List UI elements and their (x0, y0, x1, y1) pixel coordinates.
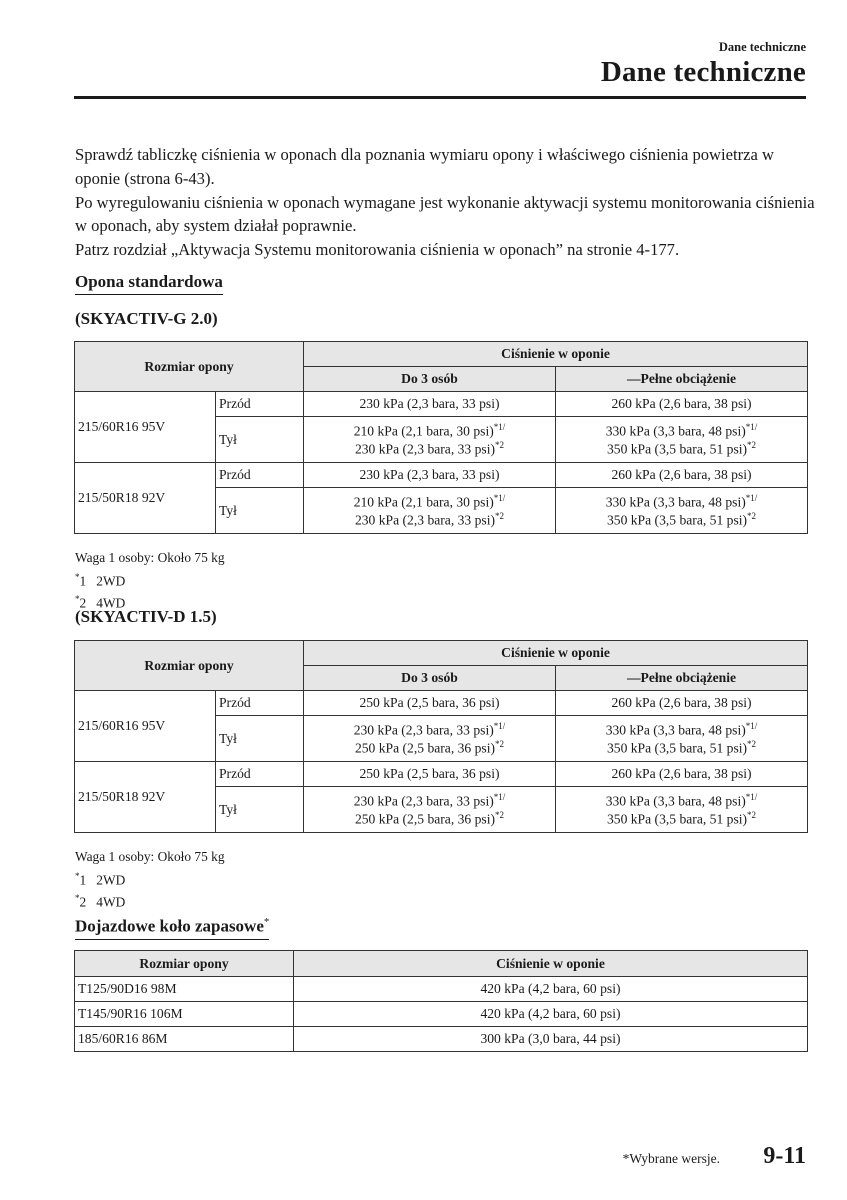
pressure-cell (304, 417, 556, 463)
tire-size-cell: T125/90D16 98M (75, 977, 294, 1002)
pressure-cell: 230 kPa (2,3 bara, 33 psi) (304, 463, 556, 488)
pressure-value: 350 kPa (3,5 bara, 51 psi) (606, 441, 748, 457)
note-text: 4WD (96, 595, 126, 611)
table-notes-d15 (75, 848, 225, 912)
pressure-cell (556, 488, 808, 534)
pressure-cell (304, 787, 556, 833)
axle-cell: Tył (216, 417, 304, 463)
pressure-value: 250 kPa (2,5 bara, 36 psi) (354, 740, 496, 756)
table-row (75, 762, 808, 787)
footnote-mark: *1/ (745, 492, 758, 503)
note-weight: Waga 1 osoby: Około 75 kg (75, 550, 225, 565)
footnote-star: * (75, 594, 80, 605)
col-header-size: Rozmiar opony (75, 951, 294, 977)
footnote-mark: *2 (495, 439, 505, 450)
pressure-cell: 250 kPa (2,5 bara, 36 psi) (304, 691, 556, 716)
table-row (75, 691, 808, 716)
col-header-size: Rozmiar opony (75, 342, 304, 392)
axle-cell: Przód (216, 392, 304, 417)
pressure-value: 210 kPa (2,1 bara, 30 psi) (353, 494, 494, 510)
pressure-value: 350 kPa (3,5 bara, 51 psi) (606, 740, 748, 756)
subheading-skyactiv-g: (SKYACTIV-G 2.0) (75, 309, 218, 328)
note-number: 2 (79, 595, 87, 611)
note-1 (75, 568, 225, 591)
pressure-value: 330 kPa (3,3 bara, 48 psi) (605, 494, 746, 510)
pressure-table-g20 (74, 341, 808, 534)
pressure-value: 330 kPa (3,3 bara, 48 psi) (605, 722, 746, 738)
dash: — (626, 371, 641, 386)
col-header-full-load (556, 367, 808, 392)
pressure-cell: 420 kPa (4,2 bara, 60 psi) (294, 1002, 808, 1027)
section-heading-standard: Opona standardowa (75, 272, 223, 295)
page-number: 9-11 (763, 1143, 806, 1169)
pressure-cell (304, 488, 556, 534)
pressure-cell: 260 kPa (2,6 bara, 38 psi) (556, 392, 808, 417)
footnote-mark: *1/ (745, 421, 758, 432)
dash: — (626, 670, 641, 685)
tire-size-cell: 215/50R18 92V (75, 762, 216, 833)
intro-paragraph: Sprawdź tabliczkę ciśnienia w oponach dla poznania wymiaru opony i właściwego ciśnienia powietrza w oponie (strona 6-43). (75, 145, 775, 188)
footer-note: *Wybrane wersje. (622, 1151, 720, 1166)
footnote-star: * (75, 870, 80, 881)
pressure-value: 210 kPa (2,1 bara, 30 psi) (353, 423, 494, 439)
table-notes-g20 (75, 549, 225, 613)
note-number: 1 (79, 871, 87, 887)
footnote-mark: *2 (495, 809, 505, 820)
col-header-full-load (556, 666, 808, 691)
pressure-cell: 260 kPa (2,6 bara, 38 psi) (556, 691, 808, 716)
header-rule (74, 96, 806, 99)
footnote-mark: *2 (495, 510, 505, 521)
pressure-value: 230 kPa (2,3 bara, 33 psi) (353, 793, 494, 809)
note-number: 1 (79, 572, 87, 588)
pressure-cell: 420 kPa (4,2 bara, 60 psi) (294, 977, 808, 1002)
footnote-mark: *1/ (493, 492, 506, 503)
col-header-pressure: Ciśnienie w oponie (304, 342, 808, 367)
footnote-mark: *1/ (493, 421, 506, 432)
pressure-cell: 260 kPa (2,6 bara, 38 psi) (556, 762, 808, 787)
axle-cell: Tył (216, 488, 304, 534)
full-load-label: Pełne obciążenie (640, 670, 737, 685)
footnote-mark: *1/ (493, 791, 506, 802)
table-row (75, 1002, 808, 1027)
col-header-pressure: Ciśnienie w oponie (294, 951, 808, 977)
full-load-label: Pełne obciążenie (640, 371, 737, 386)
tire-size-cell: T145/90R16 106M (75, 1002, 294, 1027)
pressure-cell (304, 716, 556, 762)
pressure-value: 330 kPa (3,3 bara, 48 psi) (605, 423, 746, 439)
pressure-cell: 250 kPa (2,5 bara, 36 psi) (304, 762, 556, 787)
pressure-value: 350 kPa (3,5 bara, 51 psi) (606, 512, 748, 528)
footnote-mark: *2 (747, 809, 757, 820)
section-heading-spare (75, 916, 269, 940)
footnote-mark: *1/ (493, 720, 506, 731)
pressure-cell: 230 kPa (2,3 bara, 33 psi) (304, 392, 556, 417)
footnote-mark: *2 (747, 439, 757, 450)
pressure-cell (556, 417, 808, 463)
footnote-star: * (75, 893, 80, 904)
axle-cell: Przód (216, 691, 304, 716)
table-row (75, 463, 808, 488)
pressure-cell: 300 kPa (3,0 bara, 44 psi) (294, 1027, 808, 1052)
subheading-skyactiv-d: (SKYACTIV-D 1.5) (75, 607, 217, 626)
pressure-value: 230 kPa (2,3 bara, 33 psi) (354, 441, 496, 457)
running-header: Dane techniczne (718, 40, 806, 54)
note-weight: Waga 1 osoby: Około 75 kg (75, 849, 225, 864)
note-text: 2WD (96, 572, 126, 588)
pressure-value: 230 kPa (2,3 bara, 33 psi) (353, 722, 494, 738)
axle-cell: Przód (216, 762, 304, 787)
pressure-value: 350 kPa (3,5 bara, 51 psi) (606, 811, 748, 827)
spare-tire-table (74, 950, 808, 1052)
spare-heading-text: Dojazdowe koło zapasowe (75, 916, 264, 936)
col-header-size: Rozmiar opony (75, 641, 304, 691)
pressure-cell (556, 787, 808, 833)
col-header-up-to-3: Do 3 osób (304, 666, 556, 691)
footnote-mark: *1/ (745, 791, 758, 802)
note-number: 2 (79, 894, 87, 910)
tire-size-cell: 215/60R16 95V (75, 691, 216, 762)
footnote-mark: *2 (495, 738, 505, 749)
axle-cell: Tył (216, 716, 304, 762)
pressure-table-d15 (74, 640, 808, 833)
footnote-star: * (263, 916, 270, 928)
axle-cell: Przód (216, 463, 304, 488)
pressure-value: 330 kPa (3,3 bara, 48 psi) (605, 793, 746, 809)
tire-size-cell: 185/60R16 86M (75, 1027, 294, 1052)
pressure-value: 230 kPa (2,3 bara, 33 psi) (354, 512, 496, 528)
tire-size-cell: 215/50R18 92V (75, 463, 216, 534)
note-text: 4WD (96, 894, 126, 910)
footnote-mark: *2 (747, 738, 757, 749)
note-1 (75, 867, 225, 890)
page-title: Dane techniczne (600, 56, 806, 88)
table-row (75, 1027, 808, 1052)
tire-size-cell: 215/60R16 95V (75, 392, 216, 463)
table-row (75, 977, 808, 1002)
pressure-cell (556, 716, 808, 762)
intro-text (75, 143, 815, 262)
intro-paragraph: Po wyregulowaniu ciśnienia w oponach wymagane jest wykonanie aktywacji systemu monitorowania ciśnienia w oponach, aby system działał poprawnie. (75, 192, 815, 236)
axle-cell: Tył (216, 787, 304, 833)
pressure-value: 250 kPa (2,5 bara, 36 psi) (354, 811, 496, 827)
table-row (75, 392, 808, 417)
col-header-pressure: Ciśnienie w oponie (304, 641, 808, 666)
note-text: 2WD (96, 871, 126, 887)
note-2 (75, 889, 225, 912)
pressure-cell: 260 kPa (2,6 bara, 38 psi) (556, 463, 808, 488)
footnote-star: * (75, 571, 80, 582)
footnote-mark: *2 (747, 510, 757, 521)
col-header-up-to-3: Do 3 osób (304, 367, 556, 392)
intro-paragraph: Patrz rozdział „Aktywacja Systemu monitorowania ciśnienia w oponach” na stronie 4-177. (75, 240, 680, 260)
footnote-mark: *1/ (745, 720, 758, 731)
